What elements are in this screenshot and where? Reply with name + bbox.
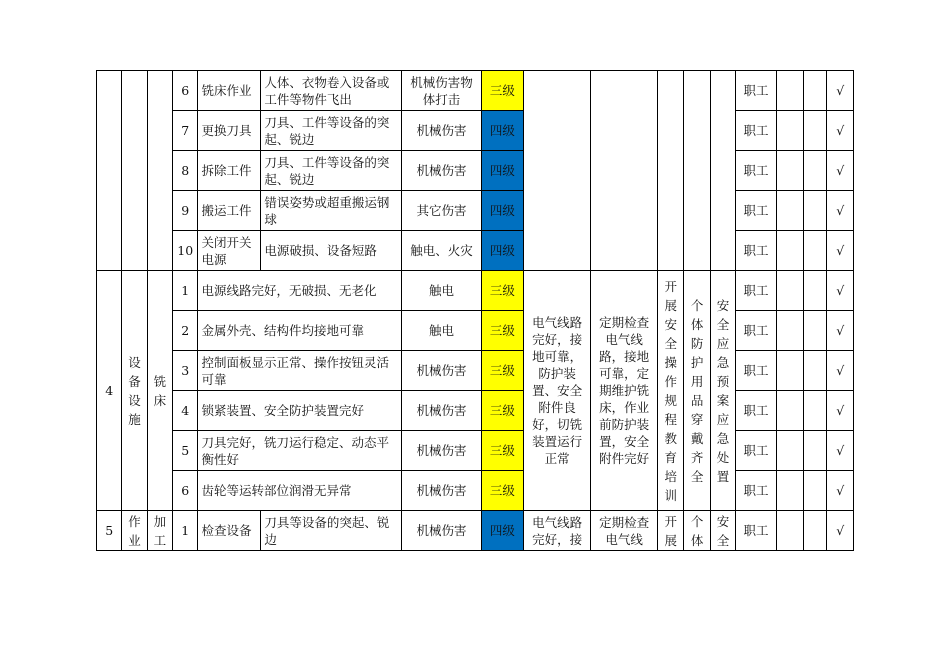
blank-cell: [776, 271, 803, 311]
section-index: 5: [97, 511, 122, 551]
engineering-measure: 电气线路完好，接: [524, 511, 591, 551]
category-cell: 设备设施: [122, 271, 147, 511]
hazard-description: 刀具、工件等设备的突起、锐边: [261, 111, 402, 151]
check-mark: √: [827, 231, 854, 271]
accident-type: 机械伤害物体打击: [402, 71, 481, 111]
check-mark: √: [827, 71, 854, 111]
row-number: 7: [173, 111, 198, 151]
risk-level-badge: 三级: [481, 271, 524, 311]
risk-level-badge: 四级: [481, 191, 524, 231]
risk-level-badge: 三级: [481, 351, 524, 391]
management-measure: 定期检查电气线路，接地可靠，定期维护铣床，作业前防护装置，安全附件完好: [591, 271, 658, 511]
check-mark: √: [827, 391, 854, 431]
row-number: 2: [173, 311, 198, 351]
accident-type: 触电、火灾: [402, 231, 481, 271]
hazard-description: 电源破损、设备短路: [261, 231, 402, 271]
check-item: 刀具完好，铣刀运行稳定、动态平衡性好: [198, 431, 402, 471]
risk-level-badge: 四级: [481, 151, 524, 191]
check-item: 电源线路完好，无破损、无老化: [198, 271, 402, 311]
check-mark: √: [827, 471, 854, 511]
table-row: [97, 351, 854, 391]
check-mark: √: [827, 271, 854, 311]
responsible-party: 职工: [736, 71, 777, 111]
blank-cell: [804, 271, 827, 311]
blank-cell: [804, 111, 827, 151]
step-name: 拆除工件: [198, 151, 261, 191]
risk-level-badge: 三级: [481, 311, 524, 351]
risk-level-badge: 四级: [481, 231, 524, 271]
check-mark: √: [827, 351, 854, 391]
table-row: [97, 431, 854, 471]
table-row: [97, 271, 854, 311]
equipment-cell: 加工: [147, 511, 172, 551]
accident-type: 机械伤害: [402, 111, 481, 151]
hazard-description: 人体、衣物卷入设备或工件等物件飞出: [261, 71, 402, 111]
risk-level-badge: 三级: [481, 431, 524, 471]
training-measure: [658, 71, 684, 271]
check-item: 锁紧装置、安全防护装置完好: [198, 391, 402, 431]
ppe-measure: [684, 71, 710, 271]
blank-cell: [776, 191, 803, 231]
section-index: 4: [97, 271, 122, 511]
responsible-party: 职工: [736, 111, 777, 151]
row-number: 10: [173, 231, 198, 271]
responsible-party: 职工: [736, 511, 777, 551]
table-row: [97, 511, 854, 551]
table-row: [97, 111, 854, 151]
accident-type: 机械伤害: [402, 151, 481, 191]
training-measure: 开展: [658, 511, 684, 551]
check-mark: √: [827, 431, 854, 471]
risk-level-badge: 三级: [481, 391, 524, 431]
blank-cell: [776, 111, 803, 151]
index-cell: [97, 71, 122, 271]
category-cell: [122, 71, 147, 271]
accident-type: 机械伤害: [402, 431, 481, 471]
check-item: 金属外壳、结构件均接地可靠: [198, 311, 402, 351]
management-measure: 定期检查电气线: [591, 511, 658, 551]
responsible-party: 职工: [736, 391, 777, 431]
row-number: 1: [173, 511, 198, 551]
table-row: [97, 151, 854, 191]
check-mark: √: [827, 311, 854, 351]
ppe-measure: 个体: [684, 511, 710, 551]
hazard-description: 刀具等设备的突起、锐边: [261, 511, 402, 551]
engineering-measure: [524, 71, 591, 271]
blank-cell: [776, 511, 803, 551]
responsible-party: 职工: [736, 351, 777, 391]
blank-cell: [804, 191, 827, 231]
emergency-measure: 安全: [710, 511, 735, 551]
step-name: 铣床作业: [198, 71, 261, 111]
management-measure: [591, 71, 658, 271]
check-item: 控制面板显示正常、操作按钮灵活可靠: [198, 351, 402, 391]
hazard-description: 刀具、工件等设备的突起、锐边: [261, 151, 402, 191]
responsible-party: 职工: [736, 471, 777, 511]
blank-cell: [804, 511, 827, 551]
check-item: 齿轮等运转部位润滑无异常: [198, 471, 402, 511]
table-row: [97, 471, 854, 511]
check-mark: √: [827, 111, 854, 151]
engineering-measure: 电气线路完好，接地可靠，防护装置、安全附件良好，切铣装置运行正常: [524, 271, 591, 511]
row-number: 6: [173, 471, 198, 511]
blank-cell: [804, 151, 827, 191]
blank-cell: [804, 431, 827, 471]
row-number: 6: [173, 71, 198, 111]
table-row: [97, 311, 854, 351]
step-name: 更换刀具: [198, 111, 261, 151]
risk-level-badge: 四级: [481, 511, 524, 551]
risk-level-badge: 三级: [481, 71, 524, 111]
responsible-party: 职工: [736, 151, 777, 191]
blank-cell: [776, 351, 803, 391]
blank-cell: [776, 151, 803, 191]
responsible-party: 职工: [736, 231, 777, 271]
blank-cell: [804, 391, 827, 431]
blank-cell: [804, 351, 827, 391]
blank-cell: [776, 471, 803, 511]
table-row: [97, 191, 854, 231]
blank-cell: [804, 471, 827, 511]
step-name: 检查设备: [198, 511, 261, 551]
accident-type: 触电: [402, 271, 481, 311]
blank-cell: [776, 431, 803, 471]
responsible-party: 职工: [736, 191, 777, 231]
accident-type: 其它伤害: [402, 191, 481, 231]
table-row: [97, 231, 854, 271]
row-number: 1: [173, 271, 198, 311]
accident-type: 机械伤害: [402, 471, 481, 511]
equipment-cell: [147, 71, 172, 271]
accident-type: 机械伤害: [402, 511, 481, 551]
row-number: 9: [173, 191, 198, 231]
blank-cell: [776, 391, 803, 431]
table-row: [97, 71, 854, 111]
risk-level-badge: 三级: [481, 471, 524, 511]
blank-cell: [776, 231, 803, 271]
ppe-measure: 个体防护用品穿戴齐全: [684, 271, 710, 511]
blank-cell: [776, 311, 803, 351]
row-number: 3: [173, 351, 198, 391]
row-number: 4: [173, 391, 198, 431]
emergency-measure: [710, 71, 735, 271]
accident-type: 机械伤害: [402, 351, 481, 391]
table-row: [97, 391, 854, 431]
row-number: 5: [173, 431, 198, 471]
responsible-party: 职工: [736, 431, 777, 471]
training-measure: 开展安全操作规程教育培训: [658, 271, 684, 511]
check-mark: √: [827, 151, 854, 191]
responsible-party: 职工: [736, 311, 777, 351]
blank-cell: [804, 231, 827, 271]
equipment-cell: 铣床: [147, 271, 172, 511]
category-cell: 作业: [122, 511, 147, 551]
blank-cell: [776, 71, 803, 111]
responsible-party: 职工: [736, 271, 777, 311]
check-mark: √: [827, 511, 854, 551]
emergency-measure: 安全应急预案应急处置: [710, 271, 735, 511]
step-name: 关闭开关电源: [198, 231, 261, 271]
accident-type: 机械伤害: [402, 391, 481, 431]
row-number: 8: [173, 151, 198, 191]
risk-level-badge: 四级: [481, 111, 524, 151]
hazard-description: 错误姿势或超重搬运钢球: [261, 191, 402, 231]
check-mark: √: [827, 191, 854, 231]
accident-type: 触电: [402, 311, 481, 351]
blank-cell: [804, 311, 827, 351]
risk-control-table: [96, 70, 854, 551]
blank-cell: [804, 71, 827, 111]
step-name: 搬运工件: [198, 191, 261, 231]
